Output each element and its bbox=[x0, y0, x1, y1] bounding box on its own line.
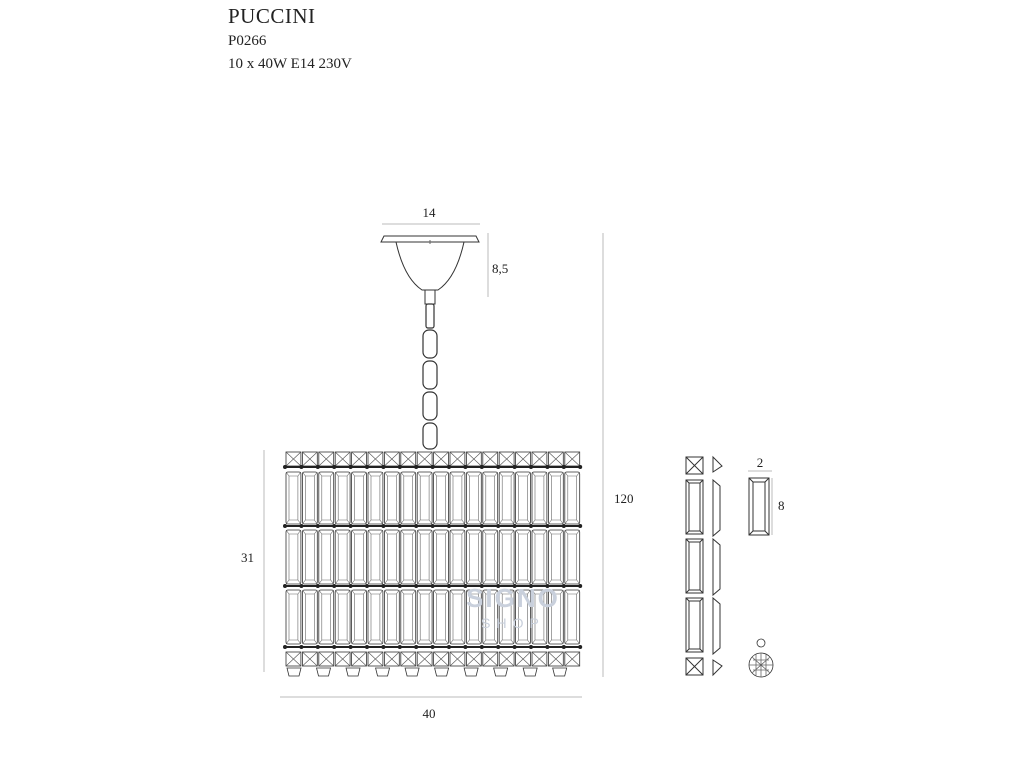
prism-crystal bbox=[450, 530, 465, 584]
prism-crystal bbox=[302, 472, 317, 524]
drop-crystal bbox=[287, 668, 301, 676]
product-spec: 10 x 40W E14 230V bbox=[228, 56, 352, 72]
drop-crystal bbox=[376, 668, 390, 676]
prism-crystal bbox=[499, 472, 514, 524]
watermark-line-1: SIGNO bbox=[466, 583, 560, 613]
prism-crystal bbox=[401, 530, 416, 584]
drop-crystal bbox=[346, 668, 360, 676]
prism-crystal bbox=[532, 530, 547, 584]
prism-crystal bbox=[319, 530, 334, 584]
prism-crystal bbox=[401, 590, 416, 644]
drop-crystal bbox=[494, 668, 508, 676]
drop-crystal bbox=[405, 668, 419, 676]
crystal-height-label: 8 bbox=[778, 498, 785, 513]
prism-crystal bbox=[466, 530, 481, 584]
prism-crystal bbox=[401, 472, 416, 524]
prism-crystal bbox=[352, 530, 367, 584]
prism-crystal bbox=[434, 530, 449, 584]
prism-crystal bbox=[368, 590, 383, 644]
prism-crystal bbox=[286, 590, 301, 644]
prism-crystal bbox=[302, 530, 317, 584]
prism-crystal bbox=[335, 590, 350, 644]
prism-crystal bbox=[565, 530, 580, 584]
body-width-label: 40 bbox=[422, 706, 436, 721]
prism-crystal bbox=[466, 472, 481, 524]
chandelier-body bbox=[283, 452, 582, 676]
prism-crystal bbox=[384, 590, 399, 644]
canopy-height-label: 8,5 bbox=[492, 261, 509, 276]
ceiling-canopy bbox=[381, 236, 479, 304]
prism-crystal bbox=[335, 530, 350, 584]
prism-crystal bbox=[302, 590, 317, 644]
prism-crystal bbox=[352, 472, 367, 524]
prism-crystal bbox=[516, 472, 531, 524]
prism-crystal bbox=[319, 590, 334, 644]
prism-crystal bbox=[417, 472, 432, 524]
prism-crystal bbox=[565, 472, 580, 524]
prism-crystal bbox=[434, 472, 449, 524]
prism-crystal bbox=[368, 472, 383, 524]
crystal-width-label: 2 bbox=[756, 455, 764, 470]
canopy-width-label: 14 bbox=[422, 205, 436, 220]
suspension-chain bbox=[423, 304, 437, 449]
prism-crystal bbox=[352, 590, 367, 644]
drop-crystal bbox=[464, 668, 478, 676]
crystal-ball-detail bbox=[749, 639, 773, 677]
drop-crystal bbox=[553, 668, 567, 676]
prism-crystal bbox=[548, 530, 563, 584]
prism-crystal bbox=[384, 472, 399, 524]
prism-crystal bbox=[548, 472, 563, 524]
drop-crystal bbox=[435, 668, 449, 676]
drop-crystal bbox=[523, 668, 537, 676]
body-height-label: 31 bbox=[241, 550, 254, 565]
prism-crystal bbox=[499, 530, 514, 584]
prism-crystal bbox=[286, 472, 301, 524]
total-height-label: 120 bbox=[614, 491, 634, 506]
prism-crystal bbox=[286, 530, 301, 584]
prism-crystal bbox=[417, 590, 432, 644]
side-profile bbox=[686, 457, 722, 675]
prism-crystal bbox=[565, 590, 580, 644]
prism-crystal bbox=[434, 590, 449, 644]
prism-crystal bbox=[532, 472, 547, 524]
prism-crystal bbox=[450, 472, 465, 524]
drop-crystal bbox=[317, 668, 331, 676]
prism-crystal bbox=[450, 590, 465, 644]
prism-crystal bbox=[483, 530, 498, 584]
crystal-detail bbox=[749, 478, 769, 535]
prism-crystal bbox=[335, 472, 350, 524]
prism-crystal bbox=[384, 530, 399, 584]
prism-crystal bbox=[368, 530, 383, 584]
watermark-line-2: SHOP bbox=[481, 615, 545, 631]
prism-crystal bbox=[417, 530, 432, 584]
prism-crystal bbox=[516, 530, 531, 584]
prism-crystal bbox=[319, 472, 334, 524]
product-code: P0266 bbox=[228, 33, 267, 49]
product-name: PUCCINI bbox=[228, 4, 316, 28]
prism-crystal bbox=[483, 472, 498, 524]
